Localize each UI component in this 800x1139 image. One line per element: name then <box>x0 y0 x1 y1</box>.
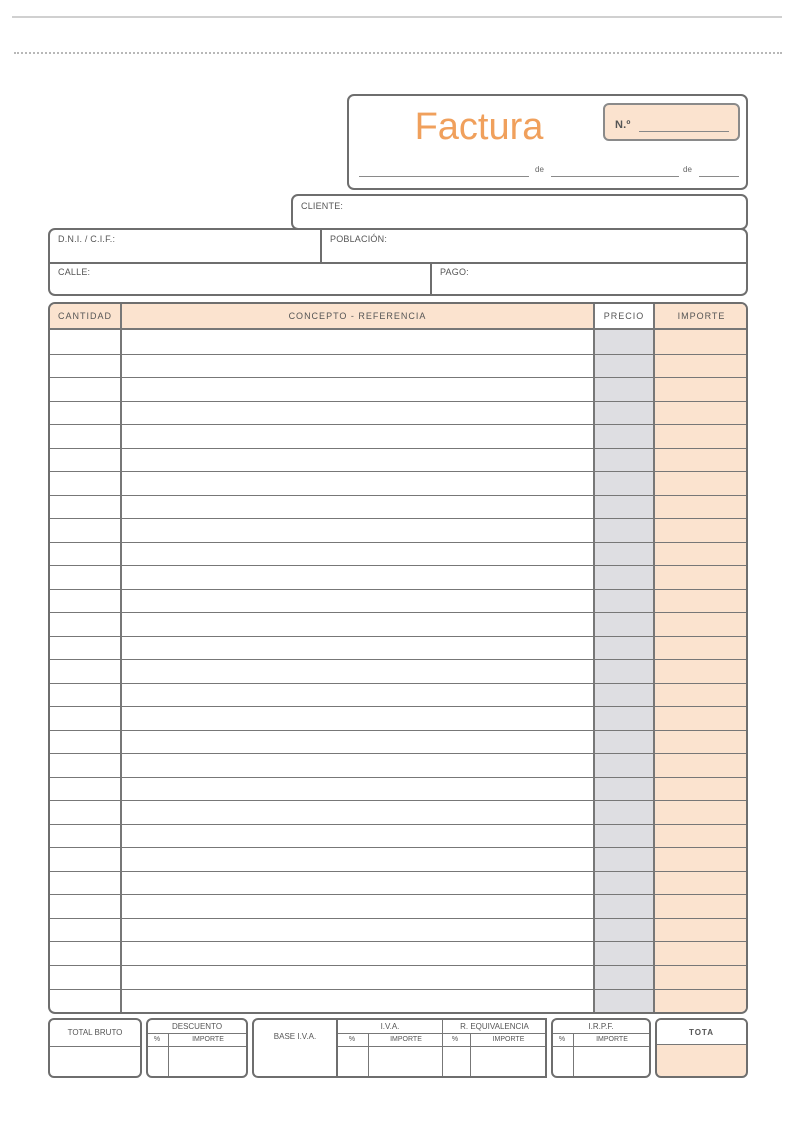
pago-field[interactable] <box>432 264 746 294</box>
cliente-label: CLIENTE: <box>301 201 344 211</box>
table-row-line <box>50 565 748 566</box>
table-row-line <box>50 871 748 872</box>
invoice-number-box[interactable] <box>603 103 740 141</box>
table-row-line <box>50 683 748 684</box>
base-iva-label: BASE I.V.A. <box>273 1032 317 1041</box>
iva-col-sep <box>368 1033 369 1076</box>
poblacion-label: POBLACIÓN: <box>330 234 388 244</box>
iva-importe-label: IMPORTE <box>390 1036 422 1043</box>
table-row-line <box>50 918 748 919</box>
total-bruto-box[interactable] <box>48 1018 142 1078</box>
total-bruto-label: TOTAL BRUTO <box>67 1028 123 1037</box>
iva-sub-divider <box>338 1046 545 1047</box>
irpf-box[interactable] <box>551 1018 651 1078</box>
poblacion-field[interactable] <box>322 230 746 264</box>
client-details-box <box>48 228 748 296</box>
table-row-line <box>50 589 748 590</box>
table-row-line <box>50 706 748 707</box>
dni-cif-field[interactable] <box>50 230 322 264</box>
perforation-line <box>14 52 782 54</box>
table-row-line <box>50 542 748 543</box>
table-row-line <box>50 989 748 990</box>
table-row-line <box>50 636 748 637</box>
table-row-line <box>50 965 748 966</box>
calle-field[interactable] <box>50 264 432 294</box>
table-row-line <box>50 401 748 402</box>
recargo-importe-label: IMPORTE <box>492 1036 525 1043</box>
table-row-line <box>50 377 748 378</box>
iva-recargo-sep <box>442 1020 443 1076</box>
iva-pct-label: % <box>348 1036 356 1043</box>
table-row-line <box>50 800 748 801</box>
total-box[interactable] <box>655 1018 748 1078</box>
cliente-field[interactable] <box>291 194 748 230</box>
recargo-col-sep <box>470 1033 471 1076</box>
irpf-col-sep <box>573 1033 574 1076</box>
pago-label: PAGO: <box>440 267 469 277</box>
date-year-line[interactable] <box>699 176 739 177</box>
date-connector-1: de <box>535 165 544 174</box>
table-row-line <box>50 753 748 754</box>
date-day-line[interactable] <box>359 176 529 177</box>
table-row-line <box>50 847 748 848</box>
header-precio: PRECIO <box>603 311 645 321</box>
table-row-line <box>50 495 748 496</box>
table-row-line <box>50 894 748 895</box>
table-row-line <box>50 941 748 942</box>
date-connector-2: de <box>683 165 692 174</box>
table-row-line <box>50 777 748 778</box>
irpf-label: I.R.P.F. <box>588 1022 614 1031</box>
dni-cif-label: D.N.I. / C.I.F.: <box>58 234 116 244</box>
descuento-pct-label: % <box>153 1036 161 1043</box>
header-importe: IMPORTE <box>677 311 726 321</box>
recargo-pct-label: % <box>451 1036 459 1043</box>
invoice-number-label: N.º <box>615 119 631 131</box>
table-row-line <box>50 448 748 449</box>
iva-recargo-box[interactable] <box>336 1018 547 1078</box>
date-month-line[interactable] <box>551 176 679 177</box>
invoice-number-line <box>639 131 729 132</box>
irpf-pct-label: % <box>558 1036 566 1043</box>
table-row-line <box>50 730 748 731</box>
total-divider <box>657 1044 746 1045</box>
invoice-header-box <box>347 94 748 190</box>
total-bruto-divider <box>50 1046 140 1047</box>
top-edge-line <box>12 16 782 18</box>
descuento-divider <box>148 1033 246 1034</box>
recargo-label: R. EQUIVALENCIA <box>460 1022 529 1031</box>
base-iva-box[interactable] <box>252 1018 338 1078</box>
table-row-line <box>50 824 748 825</box>
iva-header-divider <box>338 1033 545 1034</box>
table-row-line <box>50 659 748 660</box>
invoice-title: Factura <box>414 106 544 148</box>
table-row-line <box>50 471 748 472</box>
descuento-col-sep <box>168 1033 169 1076</box>
items-table <box>48 302 748 1014</box>
header-concepto: CONCEPTO - REFERENCIA <box>288 311 427 321</box>
descuento-box[interactable] <box>146 1018 248 1078</box>
table-row-line <box>50 518 748 519</box>
irpf-sub-divider <box>553 1046 649 1047</box>
irpf-divider <box>553 1033 649 1034</box>
descuento-label: DESCUENTO <box>171 1022 223 1031</box>
calle-label: CALLE: <box>58 267 91 277</box>
table-row-line <box>50 612 748 613</box>
total-label: TOTA <box>688 1028 715 1037</box>
irpf-importe-label: IMPORTE <box>596 1036 628 1043</box>
header-cantidad: CANTIDAD <box>57 311 112 321</box>
table-row-line <box>50 354 748 355</box>
table-row-line <box>50 424 748 425</box>
iva-label: I.V.A. <box>380 1022 400 1031</box>
descuento-importe-label: IMPORTE <box>192 1036 224 1043</box>
descuento-sub-divider <box>148 1046 246 1047</box>
